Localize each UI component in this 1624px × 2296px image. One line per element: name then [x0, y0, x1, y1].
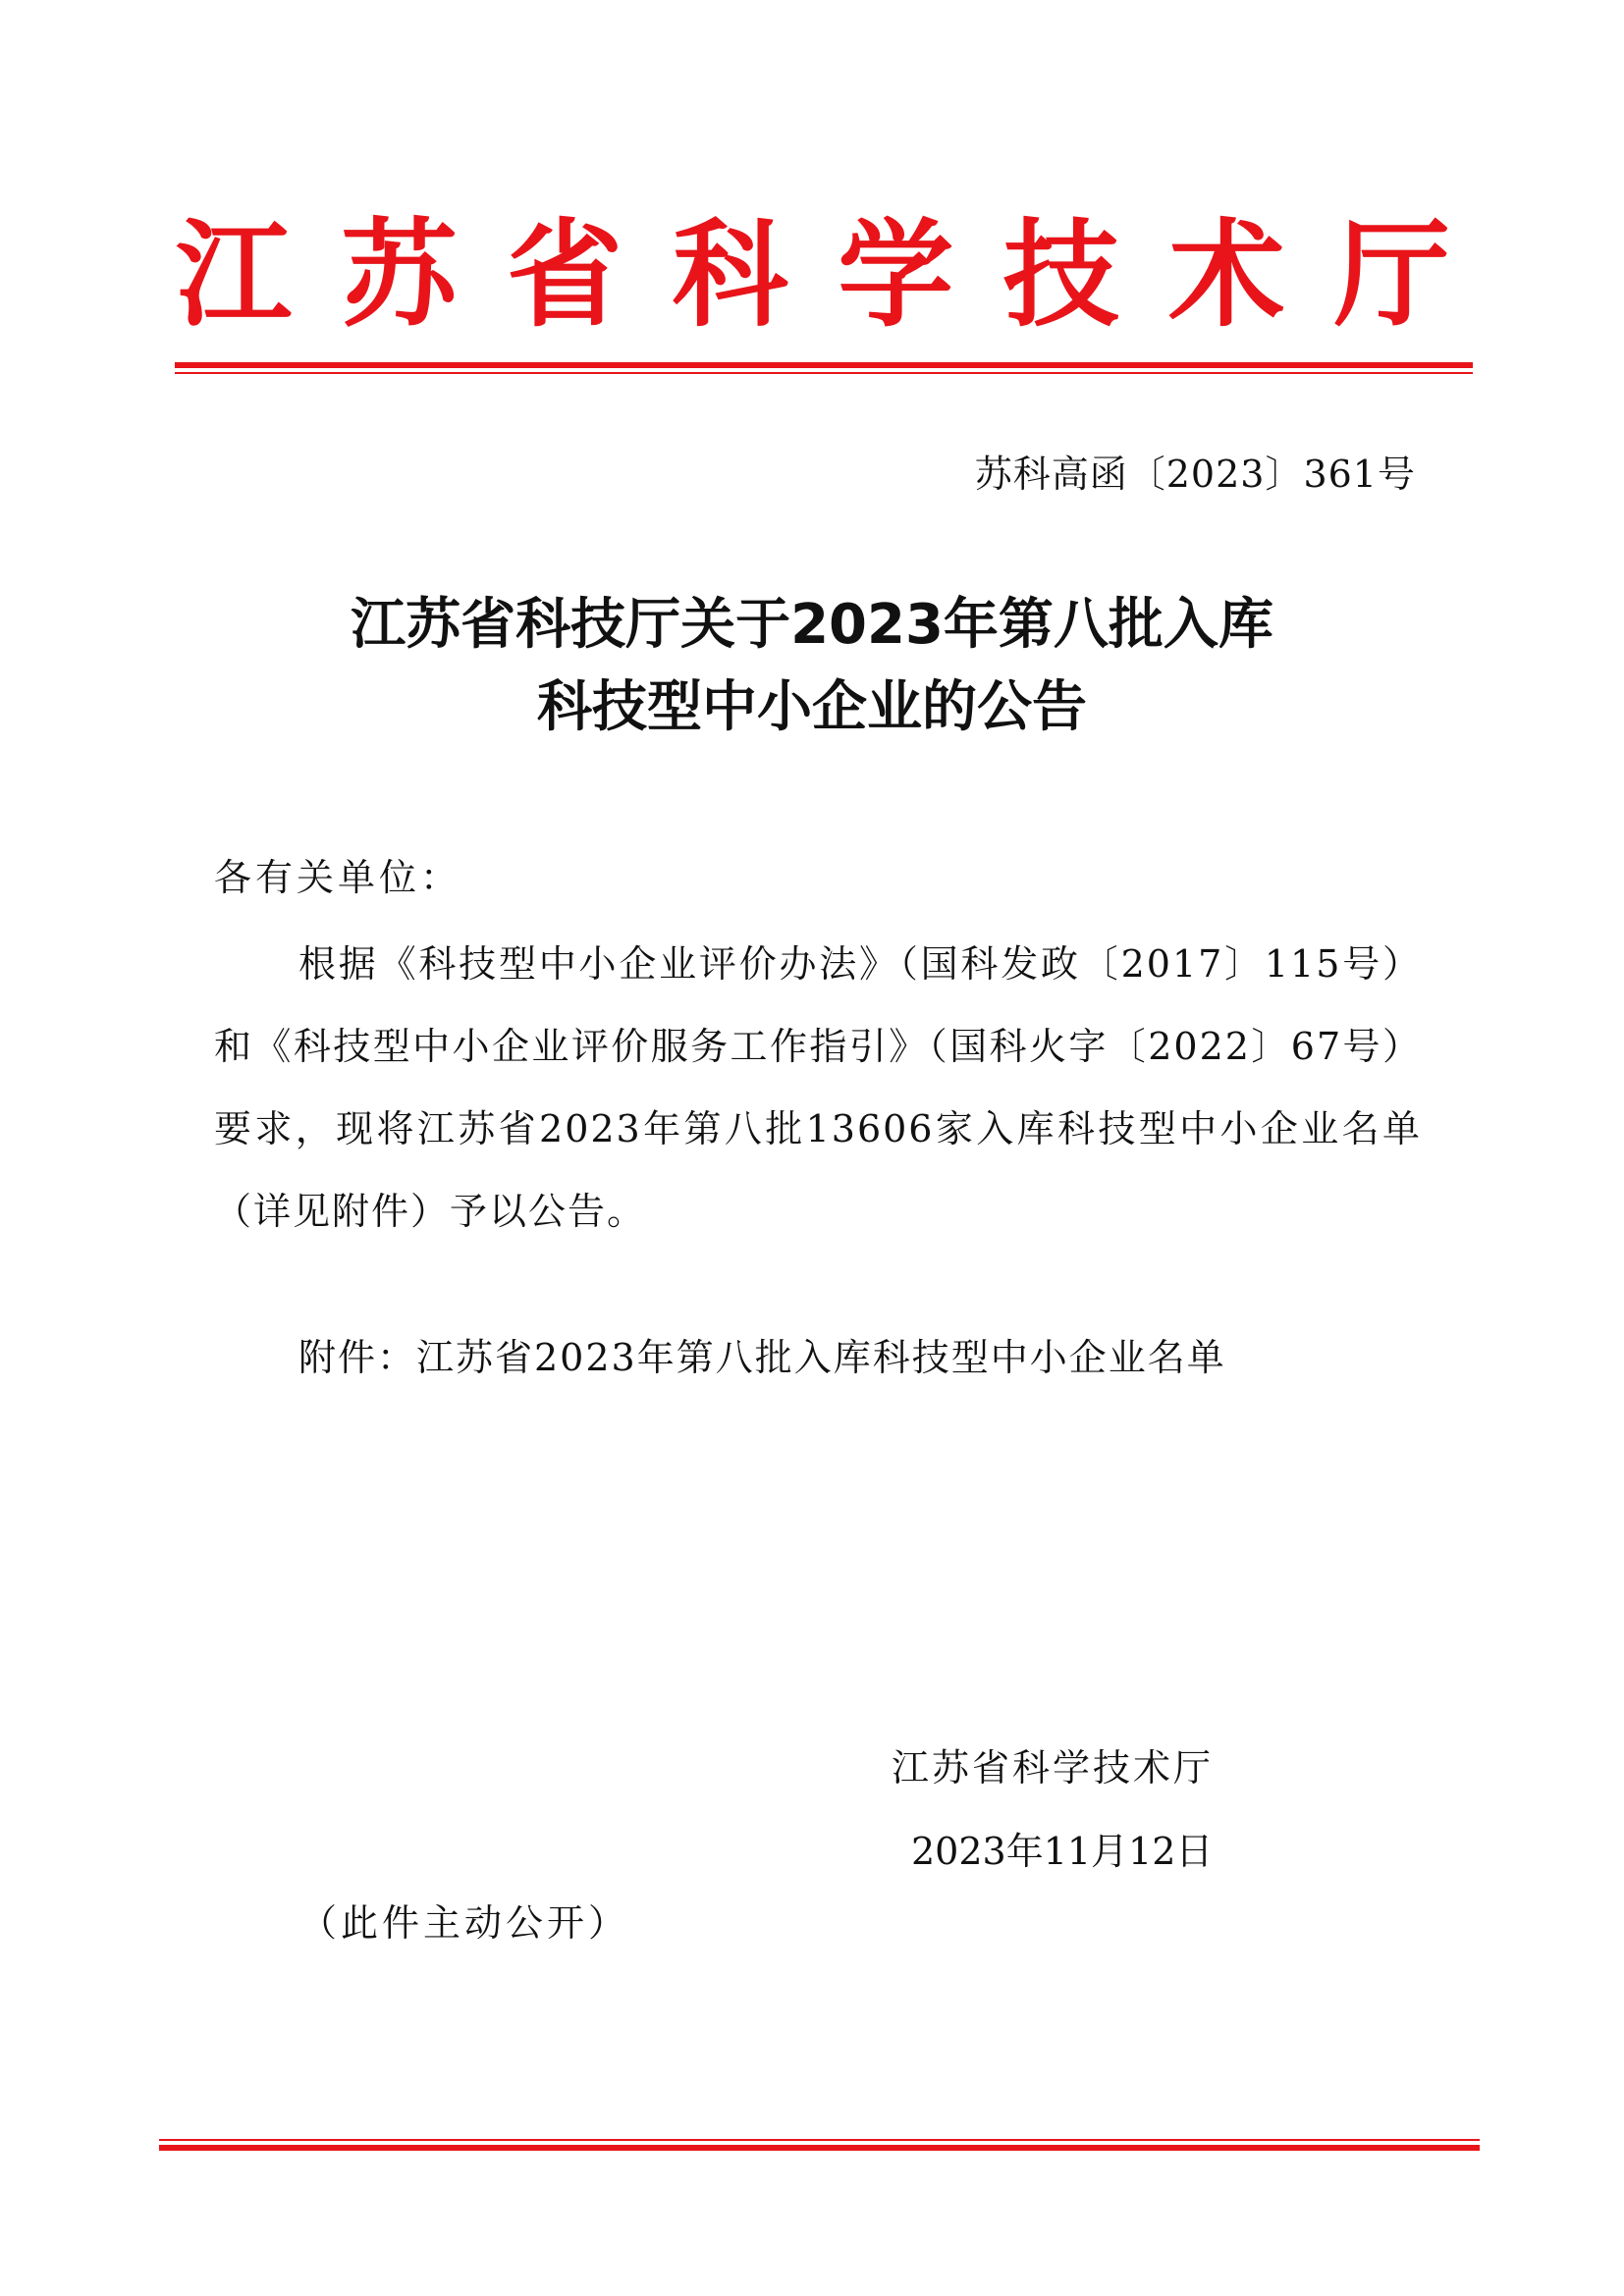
document-title: [0, 584, 1624, 749]
masthead-char: 厅: [1333, 207, 1450, 343]
issuer-signature: 江苏省科学技术厅: [892, 1746, 1215, 1789]
masthead-char: 学: [838, 207, 954, 343]
masthead-char: 科: [672, 207, 788, 343]
disclosure-note: （此件主动公开）: [299, 1901, 630, 1945]
masthead-char: 术: [1168, 207, 1285, 343]
body-paragraph: 根据《科技型中小企业评价办法》（国科发政〔2017〕115号）和《科技型中小企业评价服务工作指引》（国科火字〔2022〕67号）要求，现将江苏省2023年第八批13606家入库科技型中小企业名单（详见附件）予以公告。: [214, 942, 1422, 1233]
masthead-char: 省: [507, 207, 623, 343]
title-line-2: 科技型中小企业的公告: [537, 675, 1087, 739]
masthead-char: 江: [175, 207, 292, 343]
masthead-divider-thin: [175, 372, 1473, 374]
issue-date: 2023年11月12日: [911, 1830, 1214, 1873]
masthead-divider-thick: [175, 362, 1473, 368]
document-number: 苏科高函〔2023〕361号: [974, 453, 1416, 496]
salutation: 各有关单位：: [214, 856, 462, 899]
masthead-title: [175, 201, 1451, 348]
title-line-1: 江苏省科技厅关于2023年第八批入库: [351, 593, 1273, 657]
attachment-note: 附件：江苏省2023年第八批入库科技型中小企业名单: [298, 1336, 1226, 1379]
footer-divider-thick: [159, 2145, 1480, 2151]
masthead-char: 技: [1002, 207, 1119, 343]
footer-divider-thin: [159, 2139, 1480, 2141]
masthead-char: 苏: [341, 207, 458, 343]
